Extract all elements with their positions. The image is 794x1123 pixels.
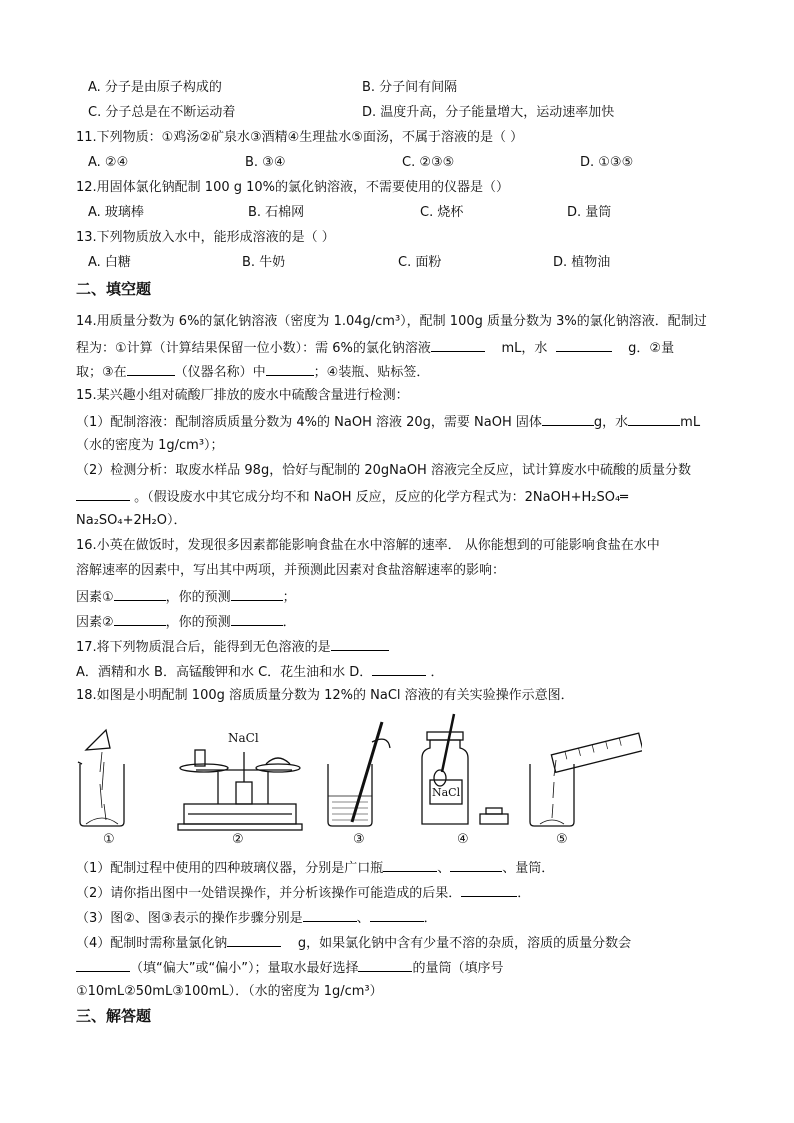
q15-line-6: Na₂SO₄+2H₂O）． <box>76 513 187 528</box>
q18-blank-instrument-1[interactable] <box>383 857 437 872</box>
q18-blank-bigger-smaller[interactable] <box>76 957 130 972</box>
q14-blank-operation[interactable] <box>266 361 314 376</box>
q16-text: ； <box>282 590 296 605</box>
q18-blank-step-3[interactable] <box>370 907 424 922</box>
q15-line-4: （2）检测分析：取废水样品 98g，恰好与配制的 20gNaOH 溶液完全反应，试计算废水中硫酸的质量分数 <box>76 463 691 478</box>
q11-option-a: A. ②④ <box>88 155 129 170</box>
figure-label-2: ② <box>232 832 244 847</box>
q17-line-2 <box>76 661 443 683</box>
q10-option-a: A. 分子是由原子构成的 <box>88 80 222 95</box>
q15-line-1: 15.某兴趣小组对硫酸厂排放的废水中硫酸含量进行检测： <box>76 388 409 403</box>
experiment-figure <box>76 712 642 852</box>
q14-blank-solution-ml[interactable] <box>431 337 485 352</box>
q18-text: 、量筒． <box>502 861 555 876</box>
section-heading-answer: 三、解答题 <box>76 1007 152 1025</box>
q15-text: mL <box>680 415 701 430</box>
q14-blank-water-g[interactable] <box>556 337 612 352</box>
q16-blank-factor-1[interactable] <box>114 586 166 601</box>
q14-line-3 <box>76 361 429 383</box>
q13-option-b: B. 牛奶 <box>242 255 286 270</box>
q18-blank-cylinder[interactable] <box>358 957 412 972</box>
q15-line-5 <box>76 486 628 508</box>
q15-blank-water-ml[interactable] <box>628 411 680 426</box>
q16-text: ． <box>282 615 296 630</box>
q14-text: ；④装瓶、贴标签． <box>313 365 430 380</box>
q18-blank-instrument-2[interactable] <box>450 857 502 872</box>
q18-text: 、 <box>437 861 451 876</box>
q15-text: （1）配制溶液：配制溶质质量分数为 4%的 NaOH 溶液 20g，需要 NaOH 固体 <box>76 415 542 430</box>
q11-option-b: B. ③④ <box>245 155 286 170</box>
q16-text: 因素② <box>76 615 114 630</box>
figure-label-5: ⑤ <box>556 832 568 847</box>
q15-blank-naoh-g[interactable] <box>542 411 594 426</box>
q11-option-d: D. ①③⑤ <box>580 155 634 170</box>
balance-scale-icon <box>178 750 302 830</box>
q15-line-3: （水的密度为 1g/cm³）； <box>76 438 224 453</box>
q18-sub-1 <box>76 857 554 879</box>
q12-option-d: D. 量筒 <box>567 205 612 220</box>
q13-option-c: C. 面粉 <box>398 255 442 270</box>
q16-text: ，你的预测 <box>165 615 231 630</box>
q15-text: 。（假设废水中其它成分均不和 NaOH 反应，反应的化学方程式为：2NaOH+H₂SO₄═ <box>134 490 628 505</box>
q18-text: g，如果氯化钠中含有少量不溶的杂质，溶质的质量分数会 <box>297 936 632 951</box>
q16-line-2: 溶解速率的因素中，写出其中两项，并预测此因素对食盐溶解速率的影响： <box>76 563 506 578</box>
q17-blank-answer[interactable] <box>331 636 389 651</box>
q18-text: （3）图②、图③表示的操作步骤分别是 <box>76 911 303 926</box>
q18-blank-step-2[interactable] <box>303 907 357 922</box>
section-heading-fill-in: 二、填空题 <box>76 280 152 298</box>
beaker-stirring-rod-icon <box>328 722 390 826</box>
q16-line-1: 16.小英在做饭时，发现很多因素都能影响食盐在水中溶解的速率． 从你能想到的可能影响食盐在水中 <box>76 538 660 553</box>
q18-text: （4）配制时需称量氯化钠 <box>76 936 228 951</box>
q18-blank-error[interactable] <box>461 882 517 897</box>
q14-text: mL，水 <box>501 341 548 356</box>
q17-text: ． <box>430 665 444 680</box>
q17-blank-option-d[interactable] <box>372 661 426 676</box>
q12-option-a: A. 玻璃棒 <box>88 205 144 220</box>
reagent-bottle-icon <box>422 714 508 824</box>
q10-option-d: D. 温度升高，分子能量增大，运动速率加快 <box>362 105 615 120</box>
q18-text: 、 <box>356 911 370 926</box>
nacl-label-balance: NaCl <box>228 731 259 745</box>
q16-blank-factor-2[interactable] <box>114 611 166 626</box>
q14-line-2 <box>76 337 674 359</box>
q17-line-1 <box>76 636 389 658</box>
q18-text: 的量筒（填序号 <box>412 961 504 976</box>
q14-blank-instrument[interactable] <box>127 361 175 376</box>
q14-line-1: 14.用质量分数为 6%的氯化钠溶液（密度为 1.04g/cm³），配制 100g 质量分数为 3%的氯化钠溶液．配制过 <box>76 314 707 329</box>
q16-text: ，你的预测 <box>165 590 231 605</box>
q17-text: 17.将下列物质混合后，能得到无色溶液的是 <box>76 640 331 655</box>
beaker-pouring-salt-icon <box>78 730 124 826</box>
q15-text: g，水 <box>593 415 629 430</box>
q14-text: 程为：①计算（计算结果保留一位小数）：需 6%的氯化钠溶液 <box>76 341 431 356</box>
q18-blank-nacl-mass[interactable] <box>227 932 281 947</box>
q15-line-2 <box>76 411 700 433</box>
q12-stem: 12.用固体氯化钠配制 100 g 10%的氯化钠溶液，不需要使用的仪器是（） <box>76 180 510 195</box>
nacl-label-bottle: NaCl <box>432 786 461 799</box>
q11-option-c: C. ②③⑤ <box>402 155 455 170</box>
q11-stem: 11.下列物质：①鸡汤②矿泉水③酒精④生理盐水⑤面汤，不属于溶液的是（ ） <box>76 130 524 145</box>
q16-blank-prediction-1[interactable] <box>231 586 283 601</box>
q17-text: A．酒精和水 B．高锰酸钾和水 C．花生油和水 D． <box>76 665 373 680</box>
q16-blank-prediction-2[interactable] <box>231 611 283 626</box>
q13-stem: 13.下列物质放入水中，能形成溶液的是（ ） <box>76 230 335 245</box>
q12-option-c: C. 烧杯 <box>420 205 464 220</box>
q12-option-b: B. 石棉网 <box>248 205 305 220</box>
q14-text: g．②量 <box>628 341 675 356</box>
q13-option-d: D. 植物油 <box>553 255 611 270</box>
q14-text: 取；③在 <box>76 365 127 380</box>
figure-label-4: ④ <box>457 832 469 847</box>
q18-sub-5 <box>76 957 503 979</box>
q16-line-3 <box>76 586 296 608</box>
q18-sub-4 <box>76 932 631 954</box>
graduated-cylinder-pouring-icon <box>530 733 642 826</box>
q13-option-a: A. 白糖 <box>88 255 131 270</box>
figure-label-1: ① <box>103 832 115 847</box>
q14-text: （仪器名称）中 <box>174 365 266 380</box>
q18-text: ． <box>423 911 437 926</box>
q10-option-c: C. 分子总是在不断运动着 <box>88 105 236 120</box>
q10-option-b: B. 分子间有间隔 <box>362 80 458 95</box>
q16-line-4 <box>76 611 296 633</box>
q18-sub-2 <box>76 882 530 904</box>
q18-text: （2）请你指出图中一处错误操作，并分析该操作可能造成的后果． <box>76 886 462 901</box>
q18-sub-3 <box>76 907 437 929</box>
q15-blank-mass-fraction[interactable] <box>76 486 130 501</box>
q18-text: （1）配制过程中使用的四种玻璃仪器，分别是广口瓶 <box>76 861 384 876</box>
figure-label-3: ③ <box>353 832 365 847</box>
q18-text: （填“偏大”或“偏小”）；量取水最好选择 <box>130 961 359 976</box>
q18-line-1: 18.如图是小明配制 100g 溶质质量分数为 12%的 NaCl 溶液的有关实验操作示意图． <box>76 688 574 703</box>
q18-text: ． <box>517 886 531 901</box>
q18-sub-6: ①10mL②50mL③100mL）．（水的密度为 1g/cm³） <box>76 984 383 999</box>
q16-text: 因素① <box>76 590 114 605</box>
